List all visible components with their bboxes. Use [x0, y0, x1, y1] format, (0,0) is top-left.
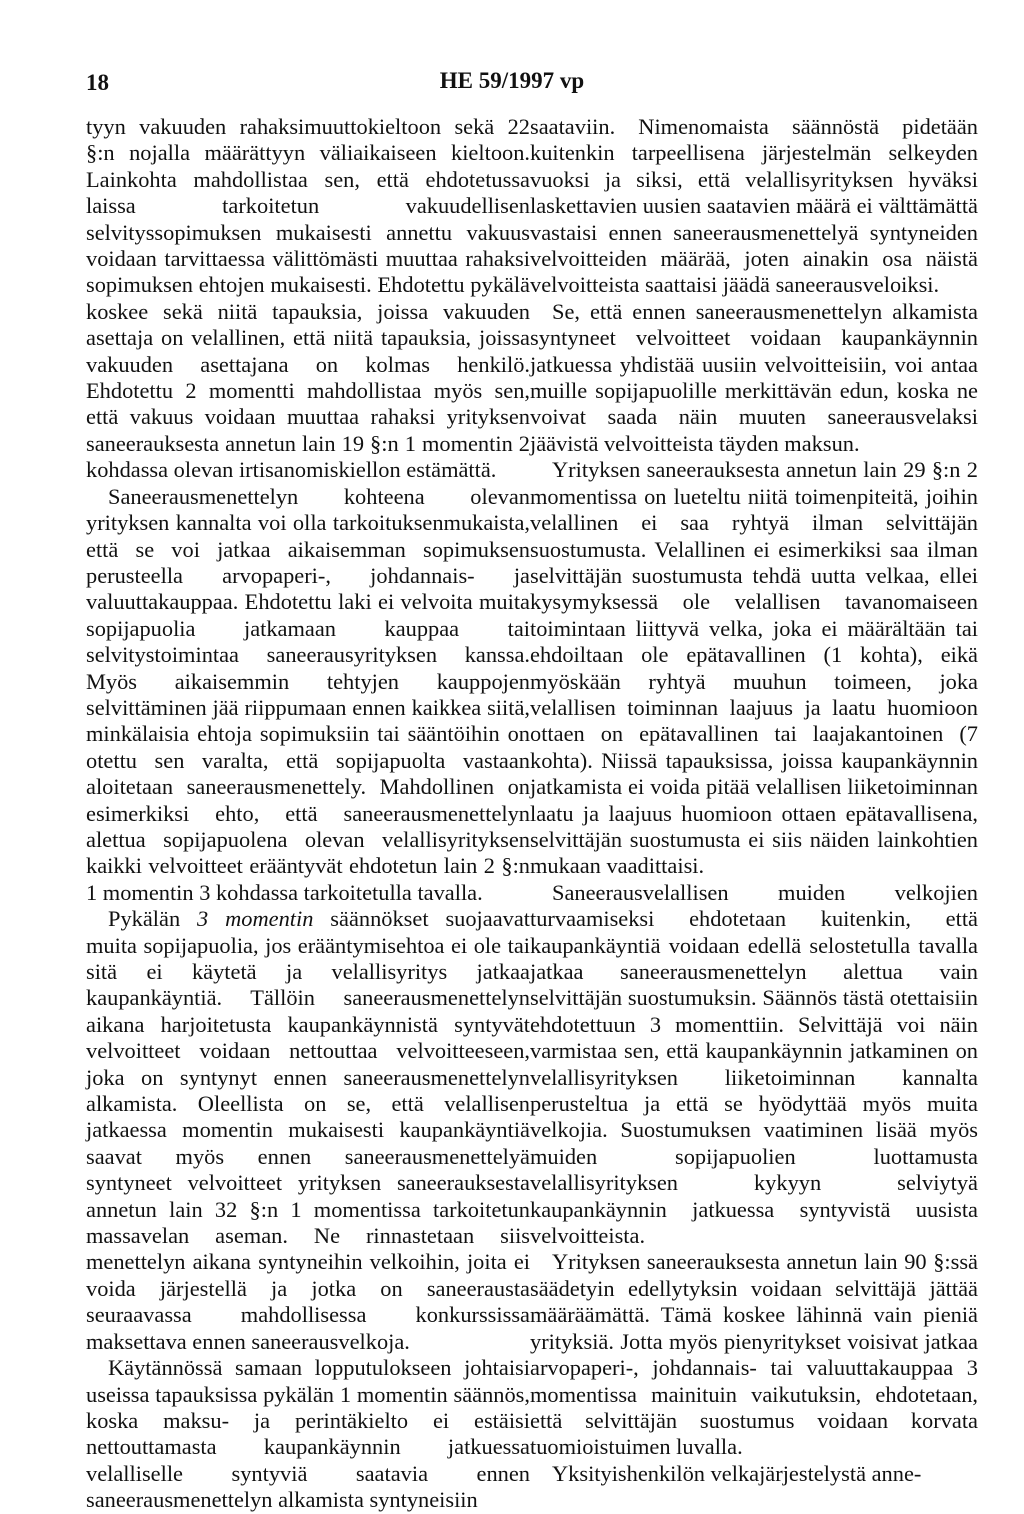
left-column — [86, 114, 530, 1514]
paragraph: Yrityksen saneerauksesta annetun lain 90 §:ssä säädetyin edellytyksin voidaan selvittäjä jättää määräämättä. Tämä koskee lähinnä vain pieniä yrityksiä. Jotta myös pienyritykset voisivat jatkaa arvopaperi-, johdannais- tai valuuttakauppaa 3 momentissa mainituin vaikutuksin, ehdotetaan, että selvittäjän suostumus voidaan korvata tuomioistuimen luvalla. — [530, 1249, 978, 1460]
page-number: 18 — [86, 70, 109, 95]
paragraph: Käytännössä samaan lopputulokseen johtaisi useissa tapauksissa pykälän 1 momentin säännös, koska maksu- ja perintäkielto ei estäisi nettouttamasta kaupankäynnin jatkuessa velalliselle syntyviä saatavia ennen saneerausmenettelyn alkamista syntyneisiin — [86, 1355, 530, 1513]
paragraph: Yksityishenkilön velkajärjestelystä anne- — [552, 1460, 922, 1486]
paragraph: saataviin. Nimenomaista säännöstä pidetään kuitenkin tarpeellisena järjestelmän selkeyden vuoksi ja siksi, että velallisyrityksen hyväksi laskettavien uusien saatavien määrä ei välttämättä vastaisi ennen saneerausmenettelyä syntyneiden velvoitteiden määrää, joten ainakin osa näistä velvoitteista saattaisi jäädä saneerausveloiksi. — [530, 114, 978, 298]
right-column — [530, 114, 978, 1487]
paragraph: tyyn vakuuden rahaksimuuttokieltoon sekä 22 §:n nojalla määrättyyn väliaikaiseen kieltoon. Lainkohta mahdollistaa sen, että ehdotetussa laissa tarkoitetun vakuudellisen selvityssopimuksen mukaisesti annettu vakuus voidaan tarvittaessa välittömästi muuttaa rahaksi sopimuksen ehtojen mukaisesti. Ehdotettu pykälä koskee sekä niitä tapauksia, joissa vakuuden asettaja on velallinen, että niitä tapauksia, joissa vakuuden asettajana on kolmas henkilö. Ehdotettu 2 momentti mahdollistaa myös sen, että vakuus voidaan muuttaa rahaksi yrityksen saneerauksesta annetun lain 19 §:n 1 momentin 2 kohdassa olevan irtisanomiskiellon estämättä. — [86, 114, 530, 483]
paragraph: Saneerausmenettelyn kohteena olevan yrityksen kannalta voi olla tarkoituksenmukaista, että se voi jatkaa aikaisemman sopimuksen perusteella arvopaperi-, johdannais- ja valuuttakauppaa. Ehdotettu laki ei velvoita muita sopijapuolia jatkamaan kauppaa tai selvitystoimintaa saneerausyrityksen kanssa. Myös aikaisemmin tehtyjen kauppojen selvittäminen jää riippumaan ennen kaikkea siitä, minkälaisia ehtoja sopimuksiin tai sääntöihin on otettu sen varalta, että sopijapuolta vastaan aloitetaan saneerausmenettely. Mahdollinen on esimerkiksi ehto, että saneerausmenettelyn alettua sopijapuolena olevan velallisyrityksen kaikki velvoitteet erääntyvät ehdotetun lain 2 §:n 1 momentin 3 kohdassa tarkoitetulla tavalla. — [86, 483, 530, 905]
document-id: HE 59/1997 vp — [439, 68, 585, 93]
paragraph-text: säännökset suojaavat muita sopijapuolia, jos erääntymisehtoa ei ole tai sitä ei käytetä ja velallisyritys jatkaa kaupankäyntiä. Tällöin saneerausmenettelyn aikana harjoitetusta kaupankäynnistä syntyvät velvoitteet voidaan nettouttaa velvoitteeseen, joka on syntynyt ennen saneerausmenettelyn alkamista. Oleellista on se, että velallisen jatkaessa momentin mukaisesti kaupankäyntiä saavat myös ennen saneerausmenettelyä syntyneet velvoitteet yrityksen saneerauksesta annetun lain 32 §:n 1 momentissa tarkoitetun massavelan aseman. Ne rinnastetaan siis menettelyn aikana syntyneihin velkoihin, joita ei voida järjestellä ja jotka on saneerausta seuraavassa mahdollisessa konkurssissa maksettava ennen saneerausvelkoja. — [86, 906, 530, 1354]
page-header — [0, 64, 1024, 104]
paragraph: Saneerausvelallisen muiden velkojien turvaamiseksi ehdotetaan kuitenkin, että kaupankäyntiä voidaan edellä selostetulla tavalla jatkaa saneerausmenettelyn alettua vain selvittäjän suostumuksin. Säännös tästä otettaisiin ehdotettuun 3 momenttiin. Selvittäjä voi näin varmistaa sen, että kaupankäynnin jatkaminen on velallisyrityksen liiketoiminnan kannalta perusteltua ja että se hyödyttää myös muita velkojia. Suostumuksen vaatiminen lisää myös muiden sopijapuolien luottamusta velallisyrityksen kykyyn selviytyä kaupankäynnin jatkuessa syntyvistä uusista velvoitteista. — [530, 879, 978, 1249]
emphasis-text: 3 momentin — [197, 906, 314, 932]
paragraph-text: Pykälän — [108, 906, 198, 932]
paragraph: Se, että ennen saneerausmenettelyn alkamista syntyneet velvoitteet voidaan kaupankäynnin jatkuessa yhdistää uusiin velvoitteisiin, voi antaa muille sopijapuolille merkittävän edun, koska ne voivat saada näin muuten saneerausvelaksi jäävistä velvoitteista täyden maksun. — [530, 298, 978, 456]
paragraph: Yrityksen saneerauksesta annetun lain 29 §:n 2 momentissa on lueteltu niitä toimenpiteitä, joihin velallinen ei saa ryhtyä ilman selvittäjän suostumusta. Velallinen ei esimerkiksi saa ilman selvittäjän suostumusta tehdä uutta velkaa, ellei kysymyksessä ole velallisen tavanomaiseen toimintaan liittyvä velka, joka ei määrältään tai ehdoiltaan ole epätavallinen (1 kohta), eikä myöskään ryhtyä muuhun toimeen, joka velallisen toiminnan laajuus ja laatu huomioon ottaen on epätavallinen tai laajakantoinen (7 kohta). Niissä tapauksissa, joissa kaupankäynnin jatkamista ei voida pitää velallisen liiketoiminnan laatu ja laajuus huomioon ottaen epätavallisena, selvittäjän suostumusta ei siis näiden lainkohtien mukaan vaadittaisi. — [530, 457, 978, 879]
paragraph — [86, 906, 530, 1355]
